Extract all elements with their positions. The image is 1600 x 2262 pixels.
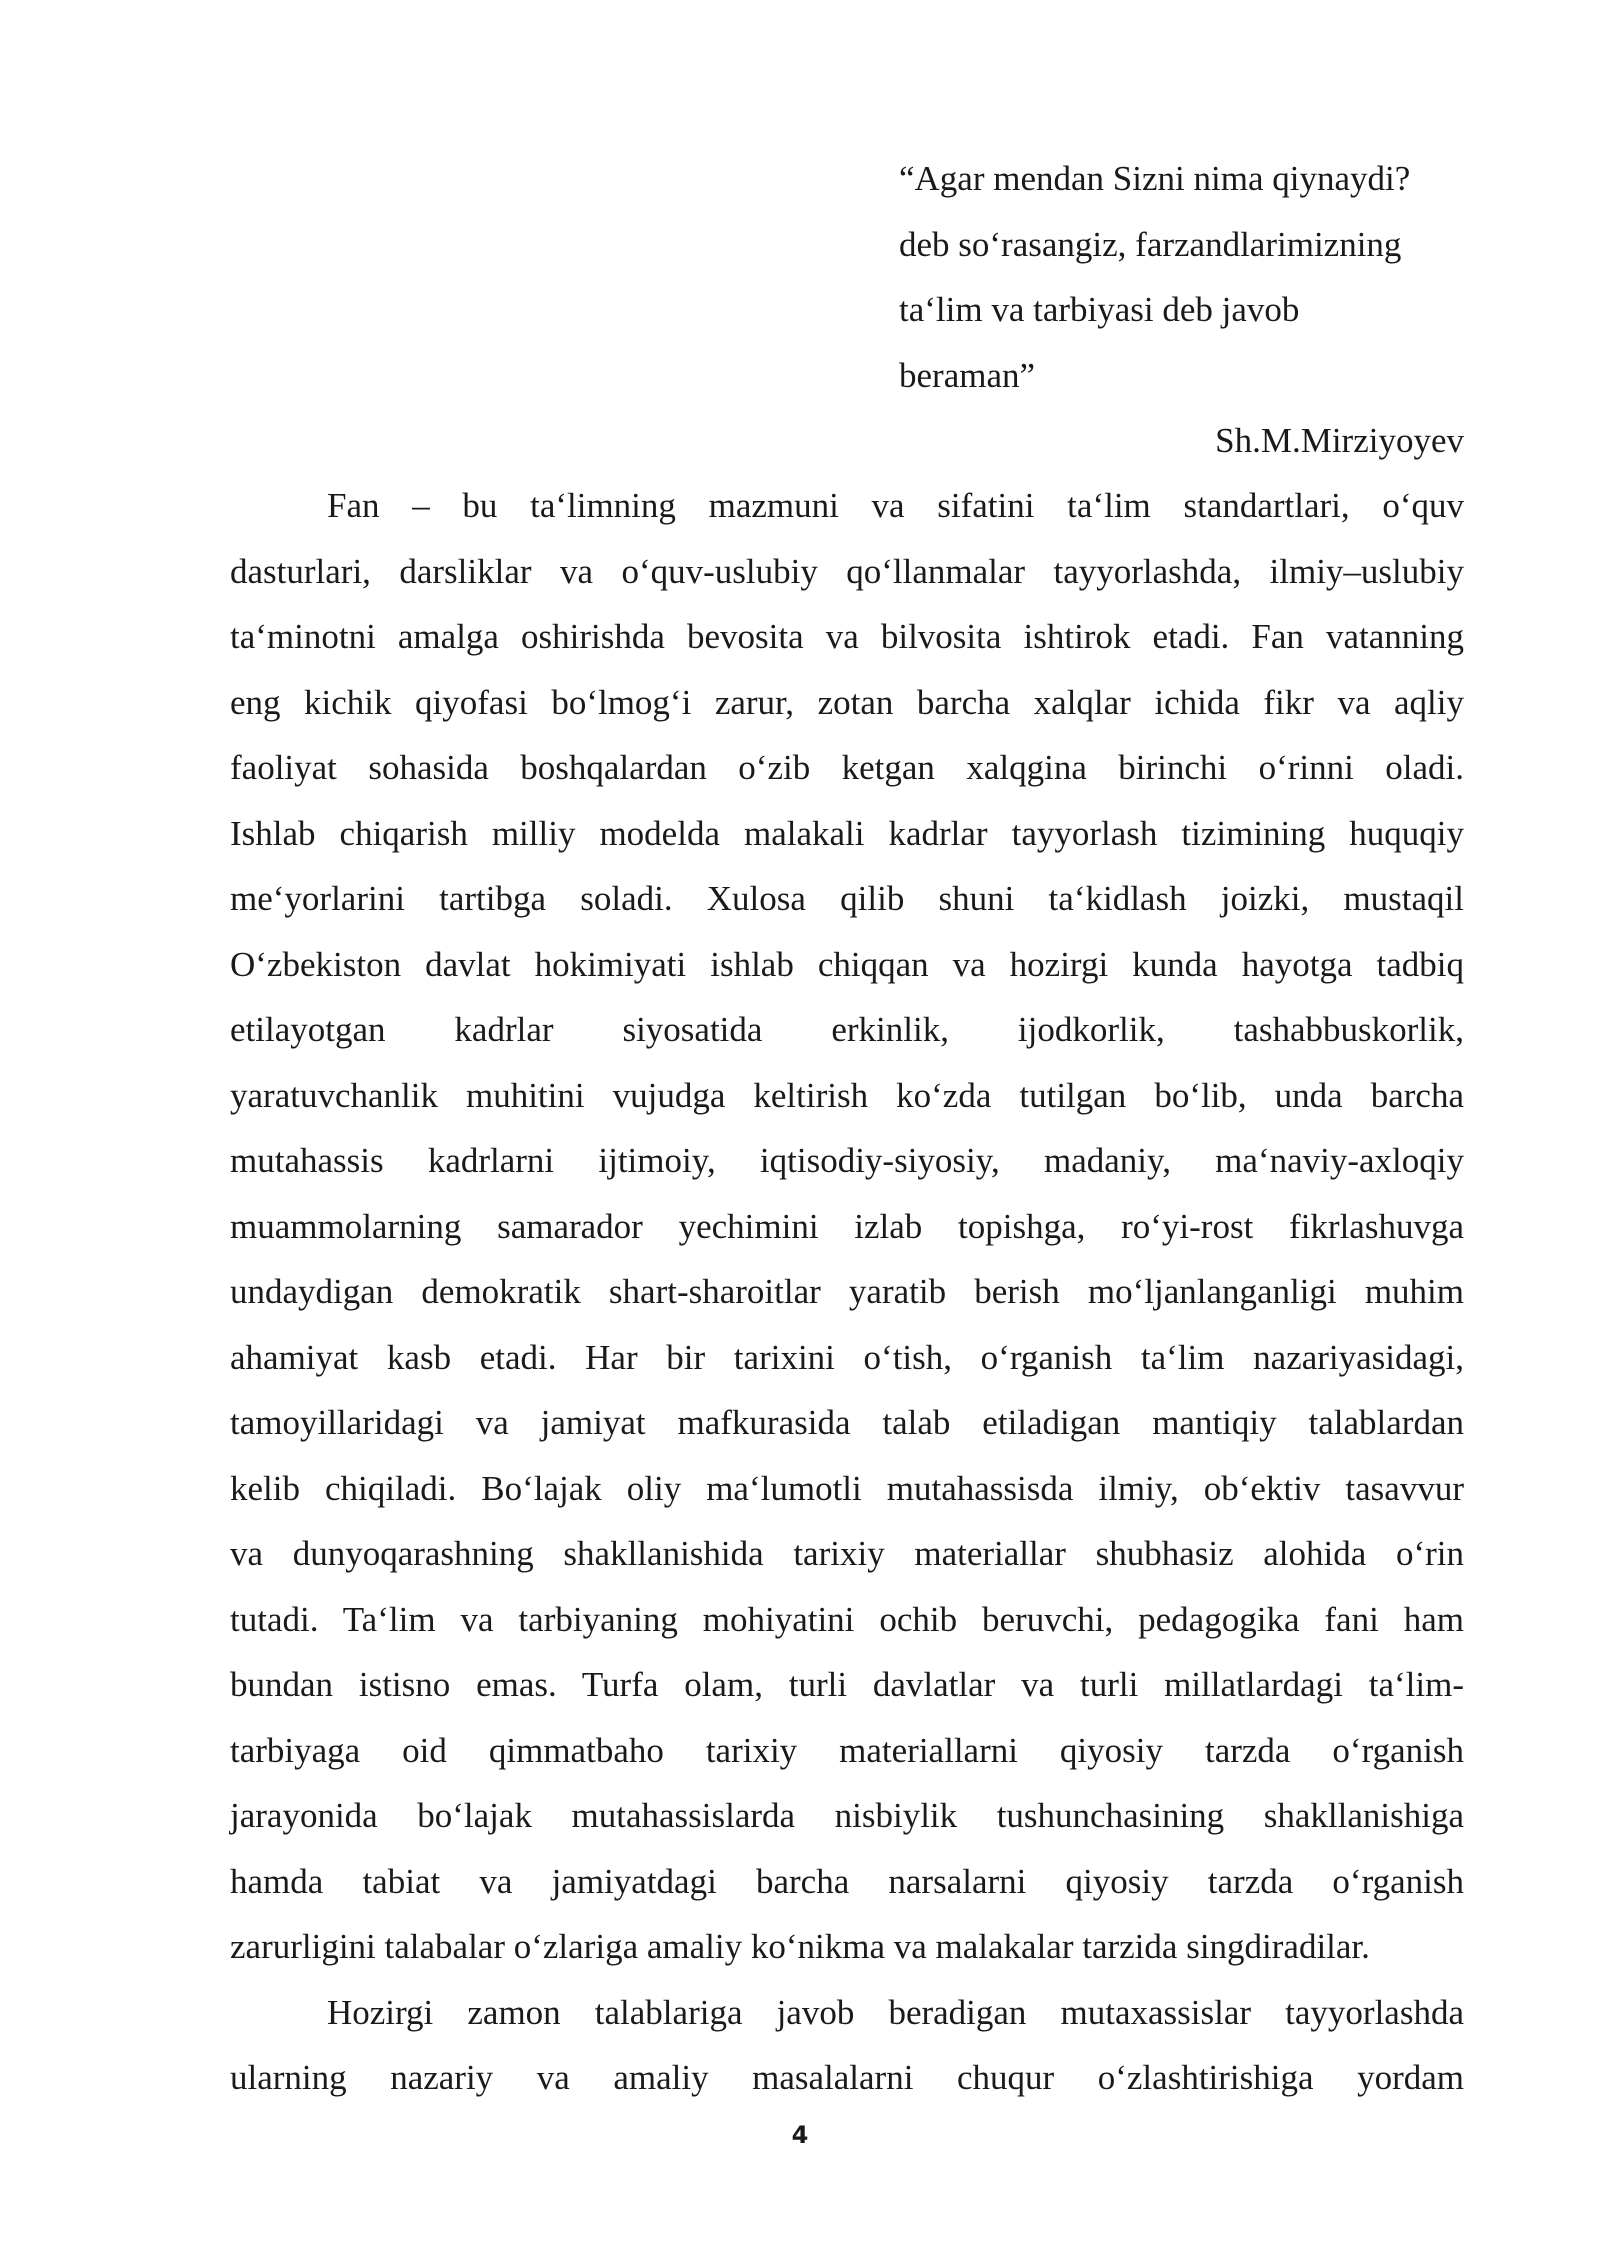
paragraph-2 — [230, 1980, 1464, 2111]
text-line: tarbiyaga oid qimmatbaho tarixiy materiallarni qiyosiy tarzda o‘rganish — [230, 1730, 1464, 1770]
text-line: bundan istisno emas. Turfa olam, turli davlatlar va turli millatlardagi ta‘lim- — [230, 1665, 1464, 1704]
epigraph-line: “Agar mendan Sizni nima qiynaydi? — [899, 159, 1411, 198]
text-line: ta‘minotni amalga oshirishda bevosita va bilvosita ishtirok etadi. Fan vatanning — [230, 617, 1464, 656]
text-line: yaratuvchanlik muhitini vujudga keltirish ko‘zda tutilgan bo‘lib, unda barcha — [230, 1075, 1464, 1115]
epigraph-quote — [899, 146, 1499, 408]
text-line: ularning nazariy va amaliy masalalarni chuqur o‘zlashtirishiga yordam — [230, 2058, 1464, 2097]
text-line: ahamiyat kasb etadi. Har bir tarixini o‘tish, o‘rganish ta‘lim nazariyasidagi, — [230, 1337, 1464, 1377]
text-line: eng kichik qiyofasi bo‘lmog‘i zarur, zotan barcha xalqlar ichida fikr va aqliy — [230, 682, 1464, 722]
text-line: etilayotgan kadrlar siyosatida erkinlik, ijodkorlik, tashabbuskorlik, — [230, 1010, 1464, 1049]
text-line: hamda tabiat va jamiyatdagi barcha narsalarni qiyosiy tarzda o‘rganish — [230, 1861, 1464, 1901]
text-line: kelib chiqiladi. Bo‘lajak oliy ma‘lumotli mutahassisda ilmiy, ob‘ektiv tasavvur — [230, 1468, 1464, 1508]
text-line: muammolarning samarador yechimini izlab topishga, ro‘yi-rost fikrlashuvga — [230, 1206, 1464, 1246]
text-line: dasturlari, darsliklar va o‘quv-uslubiy qo‘llanmalar tayyorlashda, ilmiy–uslubiy — [230, 551, 1464, 591]
epigraph-line: deb so‘rasangiz, farzandlarimizning — [899, 224, 1402, 264]
text-line: tamoyillaridagi va jamiyat mafkurasida talab etiladigan mantiqiy talablardan — [230, 1403, 1464, 1442]
paragraph-1 — [230, 473, 1464, 1980]
text-line: Fan – bu ta‘limning mazmuni va sifatini ta‘lim standartlari, o‘quv — [327, 486, 1464, 525]
text-line: Ishlab chiqarish milliy modelda malakali kadrlar tayyorlash tizimining huquqiy — [230, 813, 1464, 853]
text-line: mutahassis kadrlarni ijtimoiy, iqtisodiy-siyosiy, madaniy, ma‘naviy-axloqiy — [230, 1141, 1464, 1180]
text-line: va dunyoqarashning shakllanishida tarixiy materiallar shubhasiz alohida o‘rin — [230, 1534, 1464, 1573]
page-number: 4 — [791, 2121, 809, 2149]
text-line: O‘zbekiston davlat hokimiyati ishlab chiqqan va hozirgi kunda hayotga tadbiq — [230, 944, 1464, 984]
text-line: zarurligini talabalar o‘zlariga amaliy ko‘nikma va malakalar tarzida singdiradilar. — [230, 1927, 1370, 1966]
text-line: jarayonida bo‘lajak mutahassislarda nisbiylik tushunchasining shakllanishiga — [230, 1796, 1464, 1835]
epigraph-author: Sh.M.Mirziyoyev — [1215, 421, 1464, 460]
body-text — [230, 473, 1464, 2111]
epigraph-line: beraman” — [899, 355, 1036, 395]
text-line: tutadi. Ta‘lim va tarbiyaning mohiyatini ochib beruvchi, pedagogika fani ham — [230, 1599, 1464, 1639]
epigraph-line: ta‘lim va tarbiyasi deb javob — [899, 290, 1300, 329]
text-line: Hozirgi zamon talablariga javob beradigan mutaxassislar tayyorlashda — [327, 1992, 1464, 2032]
text-line: me‘yorlarini tartibga soladi. Xulosa qilib shuni ta‘kidlash joizki, mustaqil — [230, 879, 1464, 918]
text-line: faoliyat sohasida boshqalardan o‘zib ketgan xalqgina birinchi o‘rinni oladi. — [230, 748, 1464, 787]
text-line: undaydigan demokratik shart-sharoitlar yaratib berish mo‘ljanlanganligi muhim — [230, 1272, 1464, 1311]
